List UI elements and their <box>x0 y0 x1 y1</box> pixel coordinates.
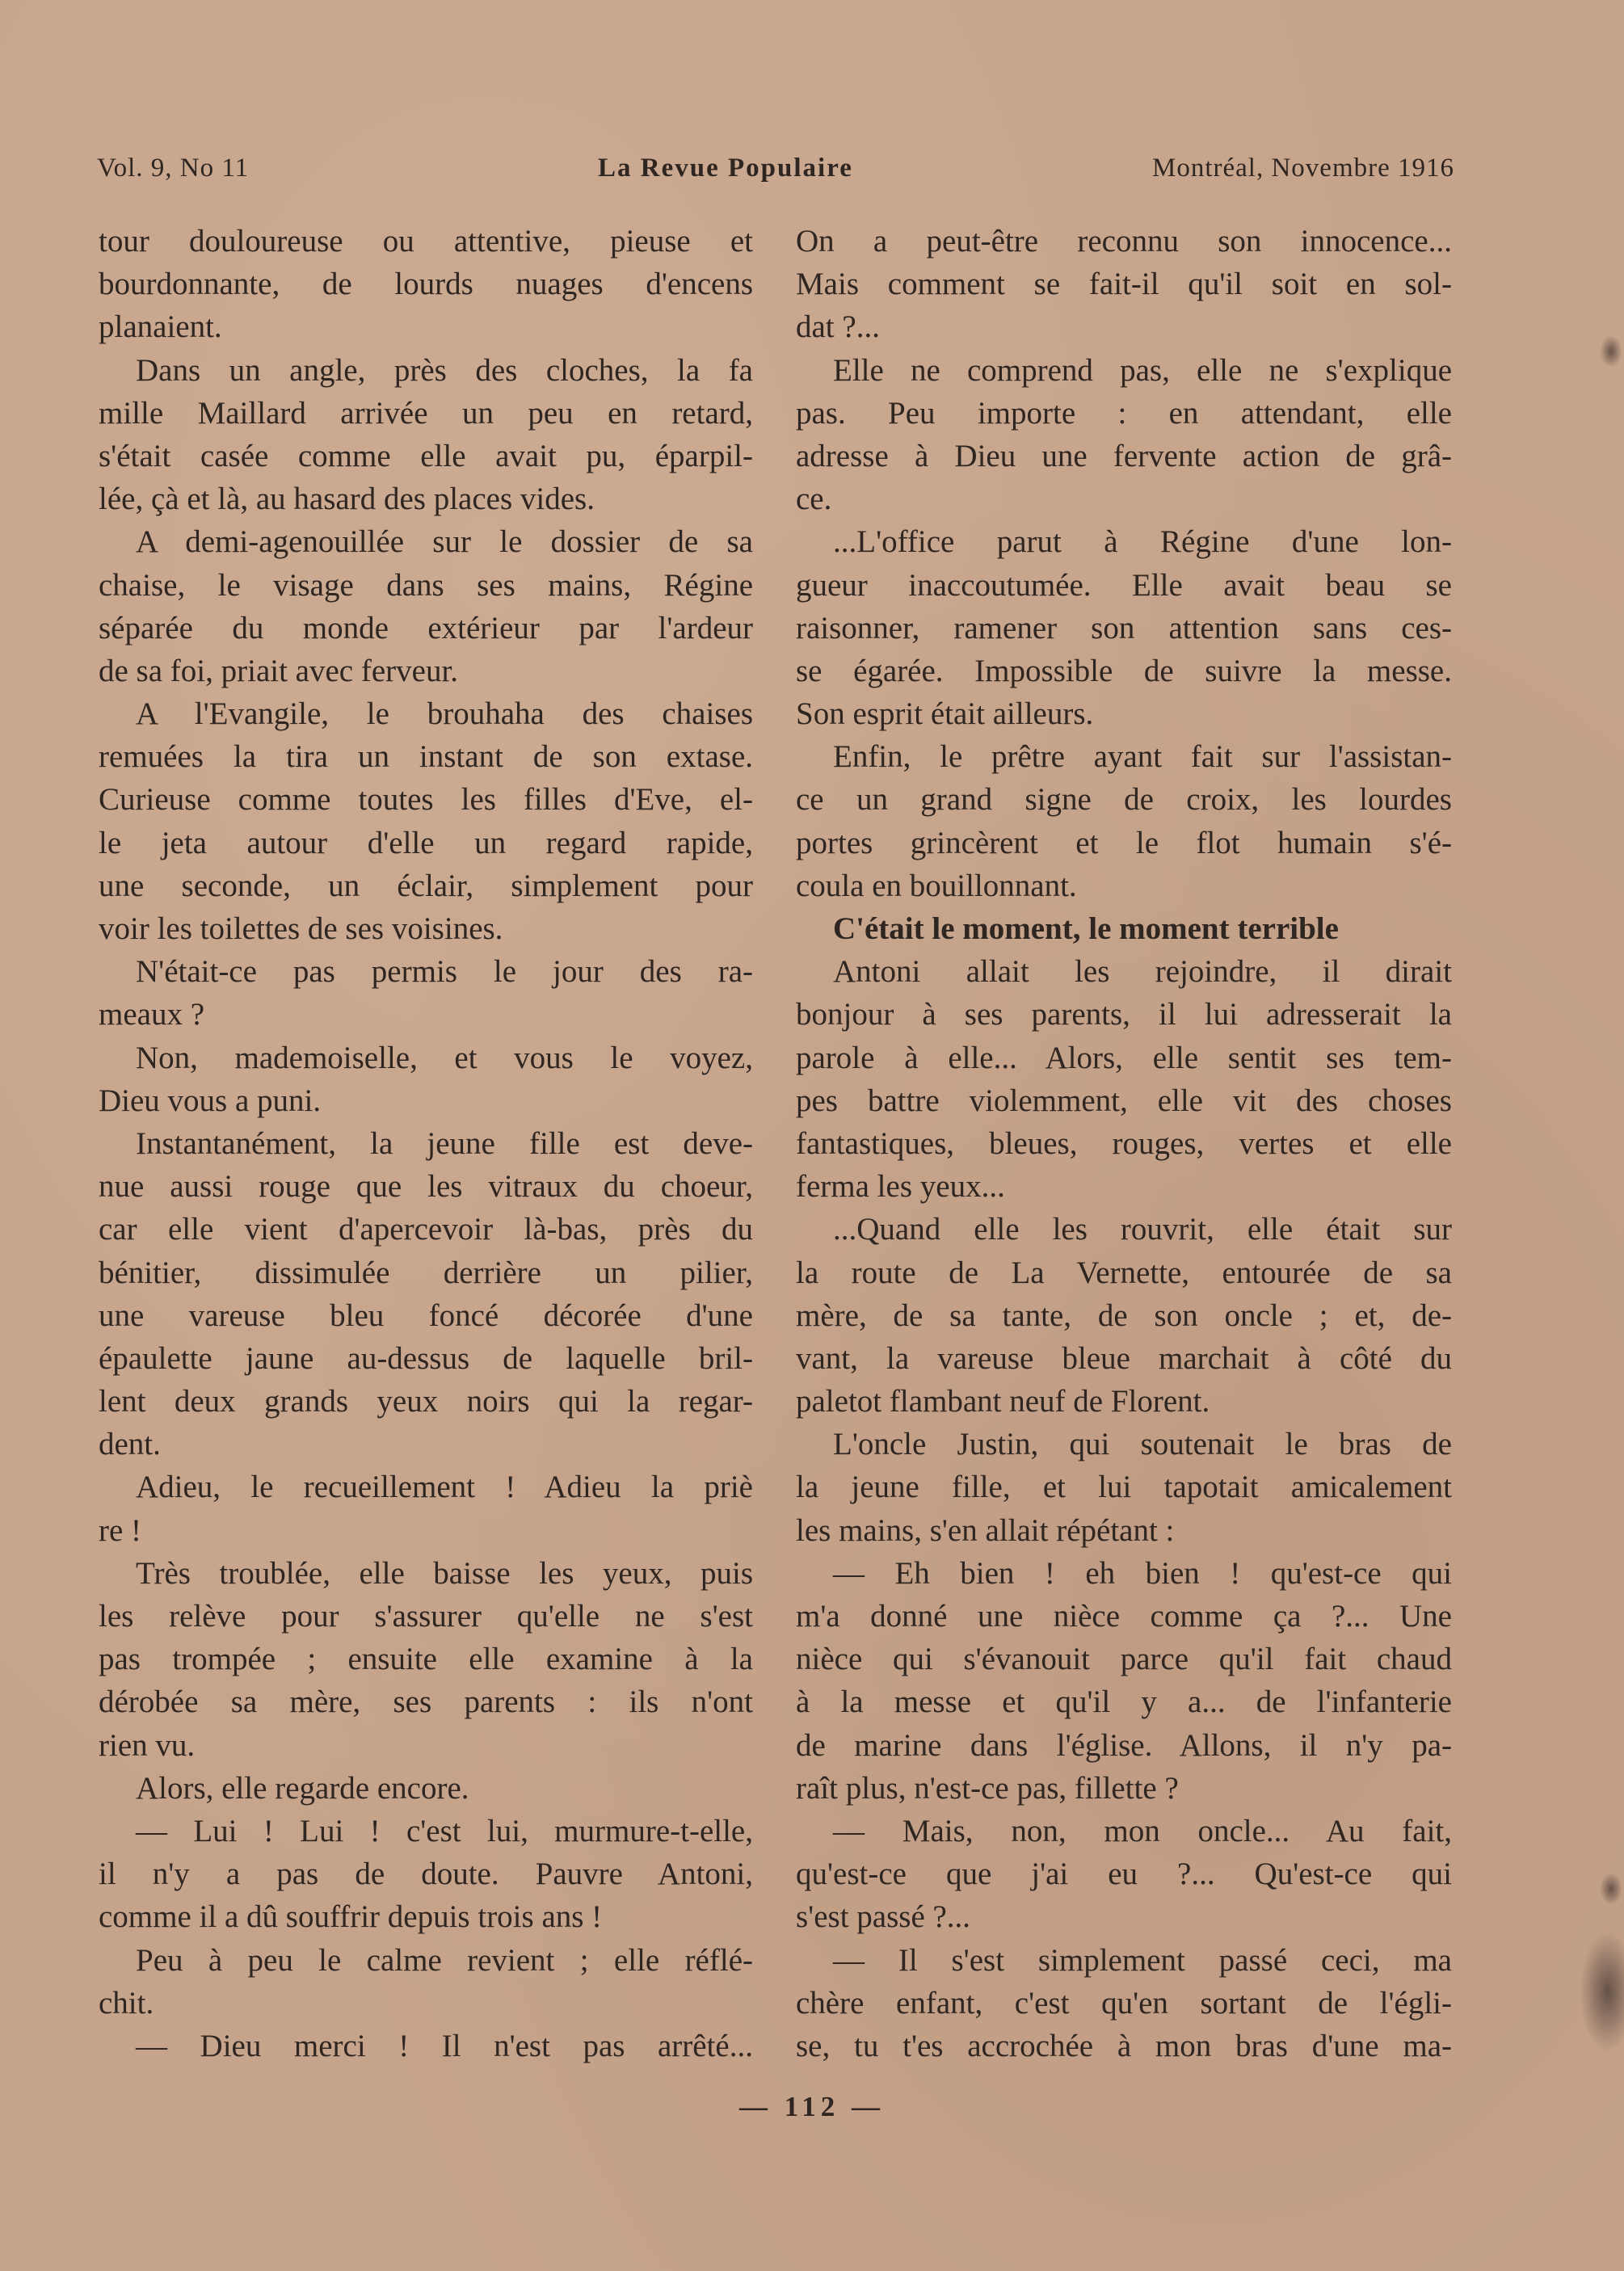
text-line: bourdonnante, de lourds nuages d'encens <box>99 267 753 302</box>
text-line: dent. <box>99 1427 161 1462</box>
text-line: Elle ne comprend pas, elle ne s'explique <box>833 352 1452 388</box>
text-line: une vareuse bleu foncé décorée d'une <box>99 1297 753 1333</box>
text-line: — Il s'est simplement passé ceci, ma <box>833 1942 1452 1978</box>
text-line: N'était-ce pas permis le jour des ra- <box>136 954 753 990</box>
text-line: à la messe et qu'il y a... de l'infanterie <box>796 1684 1452 1720</box>
text-line: Dieu vous a puni. <box>99 1083 322 1118</box>
text-line: de marine dans l'église. Allons, il n'y pa- <box>796 1727 1452 1763</box>
text-line: de sa foi, priait avec ferveur. <box>99 653 459 688</box>
text-line: fantastiques, bleues, rouges, vertes et elle <box>796 1125 1452 1161</box>
text-line: ...Quand elle les rouvrit, elle était sur <box>833 1212 1452 1247</box>
text-line: re ! <box>99 1512 142 1548</box>
publication-title: La Revue Populaire <box>598 154 853 183</box>
text-line: les relève pour s'assurer qu'elle ne s'est <box>99 1599 753 1634</box>
text-line: épaulette jaune au-dessus de laquelle bril- <box>99 1340 753 1376</box>
text-line: Alors, elle regarde encore. <box>136 1770 469 1806</box>
text-line: bonjour à ses parents, il lui adresserait la <box>796 997 1452 1032</box>
text-line: A l'Evangile, le brouhaha des chaises <box>136 696 753 732</box>
text-line: adresse à Dieu une fervente action de grâ- <box>796 438 1452 473</box>
text-line: Peu à peu le calme revient ; elle réflé- <box>136 1942 753 1978</box>
text-line: tour douloureuse ou attentive, pieuse et <box>99 224 753 259</box>
text-line: pas trompée ; ensuite elle examine à la <box>99 1642 753 1677</box>
text-line: nièce qui s'évanouit parce qu'il fait chaud <box>796 1642 1452 1677</box>
text-line: — Dieu merci ! Il n'est pas arrêté... <box>136 2028 753 2063</box>
text-line: portes grincèrent et le flot humain s'é- <box>796 825 1452 860</box>
text-line: se, tu t'es accrochée à mon bras d'une ma- <box>796 2028 1452 2063</box>
text-line: meaux ? <box>99 997 205 1032</box>
text-line: séparée du monde extérieur par l'ardeur <box>99 610 753 646</box>
text-line: comme il a dû souffrir depuis trois ans ! <box>99 1899 603 1935</box>
text-line: lent deux grands yeux noirs qui la regar- <box>99 1384 753 1419</box>
text-line: raît plus, n'est-ce pas, fillette ? <box>796 1770 1179 1806</box>
text-line: bénitier, dissimulée derrière un pilier, <box>99 1255 753 1290</box>
text-line: chaise, le visage dans ses mains, Régine <box>99 567 753 603</box>
text-line: pes battre violemment, elle vit des choses <box>796 1083 1452 1118</box>
text-line: voir les toilettes de ses voisines. <box>99 911 503 946</box>
text-line: — Eh bien ! eh bien ! qu'est-ce qui <box>833 1555 1452 1591</box>
text-line: Non, mademoiselle, et vous le voyez, <box>136 1040 753 1075</box>
volume-issue: Vol. 9, No 11 <box>97 154 250 183</box>
text-line: Mais comment se fait-il qu'il soit en sol- <box>796 267 1452 302</box>
text-line: ferma les yeux... <box>796 1169 1005 1205</box>
ink-stain <box>1600 335 1622 368</box>
text-column-right <box>796 220 1452 2067</box>
text-line: paletot flambant neuf de Florent. <box>796 1384 1210 1419</box>
place-date: Montréal, Novembre 1916 <box>1152 154 1454 183</box>
text-line: ...L'office parut à Régine d'une lon- <box>833 524 1452 560</box>
text-column-left <box>99 220 753 2067</box>
text-line: Instantanément, la jeune fille est deve- <box>136 1125 753 1161</box>
text-line: — Mais, non, mon oncle... Au fait, <box>833 1813 1452 1848</box>
text-line: vant, la vareuse bleue marchait à côté du <box>796 1340 1452 1376</box>
text-line: il n'y a pas de doute. Pauvre Antoni, <box>99 1857 753 1892</box>
text-line: parole à elle... Alors, elle sentit ses tem- <box>796 1040 1452 1075</box>
text-line: coula en bouillonnant. <box>796 868 1077 903</box>
text-line: se égarée. Impossible de suivre la messe. <box>796 653 1452 688</box>
text-line: gueur inaccoutumée. Elle avait beau se <box>796 567 1452 603</box>
text-line: planaient. <box>99 309 222 345</box>
text-line: une seconde, un éclair, simplement pour <box>99 868 753 903</box>
text-line: mille Maillard arrivée un peu en retard, <box>99 395 753 431</box>
page-number: — 112 — <box>738 2091 886 2122</box>
text-line: Antoni allait les rejoindre, il dirait <box>833 954 1452 990</box>
text-line: chit. <box>99 1985 154 2021</box>
text-line: Son esprit était ailleurs. <box>796 696 1094 732</box>
text-line: C'était le moment, le moment terrible <box>833 911 1339 946</box>
text-line: ce. <box>796 482 832 517</box>
text-line: les mains, s'en allait répétant : <box>796 1512 1175 1548</box>
text-line: m'a donné une nièce comme ça ?... Une <box>796 1599 1452 1634</box>
text-line: — Lui ! Lui ! c'est lui, murmure-t-elle, <box>136 1813 753 1848</box>
text-line: qu'est-ce que j'ai eu ?... Qu'est-ce qui <box>796 1857 1452 1892</box>
text-line: Curieuse comme toutes les filles d'Eve, el- <box>99 782 753 818</box>
text-line: Enfin, le prêtre ayant fait sur l'assistan- <box>833 739 1452 775</box>
ink-stain <box>1580 1931 1624 2052</box>
text-line: On a peut-être reconnu son innocence... <box>796 224 1452 259</box>
text-line: car elle vient d'apercevoir là-bas, près du <box>99 1212 753 1247</box>
text-line: s'était casée comme elle avait pu, éparpil- <box>99 438 753 473</box>
text-line: nue aussi rouge que les vitraux du choeur, <box>99 1169 753 1205</box>
text-line: lée, çà et là, au hasard des places vides. <box>99 482 595 517</box>
ink-stain <box>1600 1873 1622 1905</box>
text-line: la jeune fille, et lui tapotait amicalement <box>796 1470 1452 1505</box>
text-line: ce un grand signe de croix, les lourdes <box>796 782 1452 818</box>
text-line: la route de La Vernette, entourée de sa <box>796 1255 1452 1290</box>
text-line: rien vu. <box>99 1727 196 1763</box>
text-line: le jeta autour d'elle un regard rapide, <box>99 825 753 860</box>
text-line: dérobée sa mère, ses parents : ils n'ont <box>99 1684 753 1720</box>
text-line: L'oncle Justin, qui soutenait le bras de <box>833 1427 1452 1462</box>
text-line: Très troublée, elle baisse les yeux, puis <box>136 1555 753 1591</box>
text-line: remuées la tira un instant de son extase. <box>99 739 753 775</box>
text-line: Dans un angle, près des cloches, la fa <box>136 352 753 388</box>
text-line: A demi-agenouillée sur le dossier de sa <box>136 524 753 560</box>
text-line: s'est passé ?... <box>796 1899 971 1935</box>
text-line: dat ?... <box>796 309 880 345</box>
text-line: pas. Peu importe : en attendant, elle <box>796 395 1452 431</box>
text-line: raisonner, ramener son attention sans ces- <box>796 610 1452 646</box>
text-line: chère enfant, c'est qu'en sortant de l'égli- <box>796 1985 1452 2021</box>
text-line: mère, de sa tante, de son oncle ; et, de- <box>796 1297 1452 1333</box>
text-line: Adieu, le recueillement ! Adieu la priè <box>136 1470 753 1505</box>
running-header <box>97 154 1454 194</box>
